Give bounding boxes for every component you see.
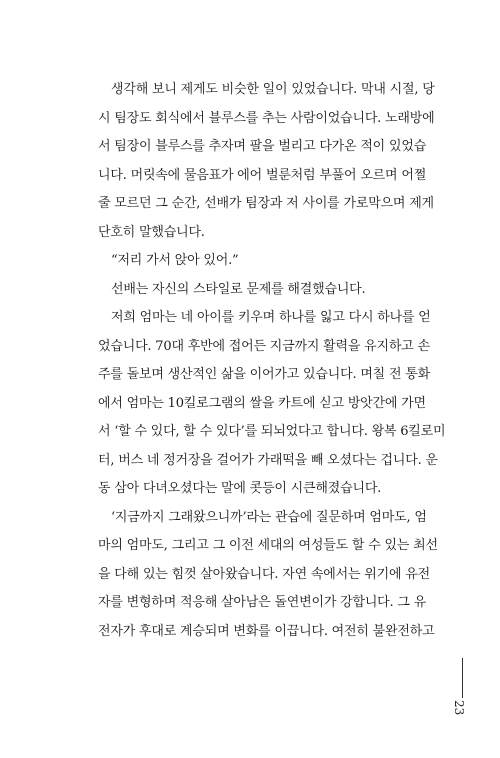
text-line: 을 다해 있는 힘껏 살아왔습니다. 자연 속에서는 위기에 유전 bbox=[98, 566, 430, 582]
text-line: 주를 돌보며 생산적인 삶을 이어가고 있습니다. 며칠 전 통화 bbox=[98, 367, 430, 382]
body-text bbox=[98, 76, 446, 646]
text-line: ‘지금까지 그래왔으니까’라는 관습에 질문하며 엄마도, 엄 bbox=[111, 509, 427, 525]
paragraph bbox=[98, 304, 446, 504]
text-line: 에서 엄마는 10킬로그램의 쌀을 카트에 싣고 방앗간에 가면 bbox=[98, 395, 426, 411]
text-line: 시 팀장도 회식에서 블루스를 추는 사람이었습니다. 노래방에 bbox=[98, 110, 435, 126]
text-line: 동 삼아 다녀오셨다는 말에 콧등이 시큰해졌습니다. bbox=[98, 481, 382, 496]
text-line: 생각해 보니 제게도 비슷한 일이 있었습니다. 막내 시절, 당 bbox=[111, 82, 435, 97]
text-line: 자를 변형하며 적응해 살아남은 돌연변이가 강합니다. 그 유 bbox=[98, 595, 427, 610]
text-line: 단호히 말했습니다. bbox=[98, 224, 205, 240]
text-line: 서 팀장이 블루스를 추자며 팔을 벌리고 다가온 적이 있었습 bbox=[98, 139, 427, 154]
text-line: 전자가 후대로 계승되며 변화를 이끕니다. 여전히 불완전하고 bbox=[98, 623, 435, 639]
quote-line: “저리 가서 앉아 있어.” bbox=[111, 253, 239, 268]
text-line: 었습니다. 70대 후반에 접어든 지금까지 활력을 유지하고 손 bbox=[98, 338, 430, 354]
page-number-rule bbox=[462, 658, 463, 698]
text-line: 줄 모르던 그 순간, 선배가 팀장과 저 사이를 가로막으며 제게 bbox=[98, 196, 434, 211]
paragraph bbox=[98, 276, 438, 305]
text-line: 니다. 머릿속에 물음표가 에어 벌룬처럼 부풀어 오르며 어쩔 bbox=[98, 167, 427, 183]
text-line: 서 ‘할 수 있다, 할 수 있다’를 되뇌었다고 합니다. 왕복 6킬로미 bbox=[98, 424, 446, 439]
paragraph bbox=[98, 504, 438, 647]
text-line: 터, 버스 네 정거장을 걸어가 가래떡을 빼 오셨다는 겁니다. 운 bbox=[98, 452, 438, 468]
paragraph bbox=[98, 247, 438, 276]
text-line: 마의 엄마도, 그리고 그 이전 세대의 여성들도 할 수 있는 최선 bbox=[98, 538, 438, 553]
text-line: 선배는 자신의 스타일로 문제를 해결했습니다. bbox=[111, 281, 366, 297]
page-number: 23 bbox=[452, 700, 466, 716]
paragraph bbox=[98, 76, 438, 247]
text-line: 저희 엄마는 네 아이를 키우며 하나를 잃고 다시 하나를 얻 bbox=[111, 310, 431, 325]
